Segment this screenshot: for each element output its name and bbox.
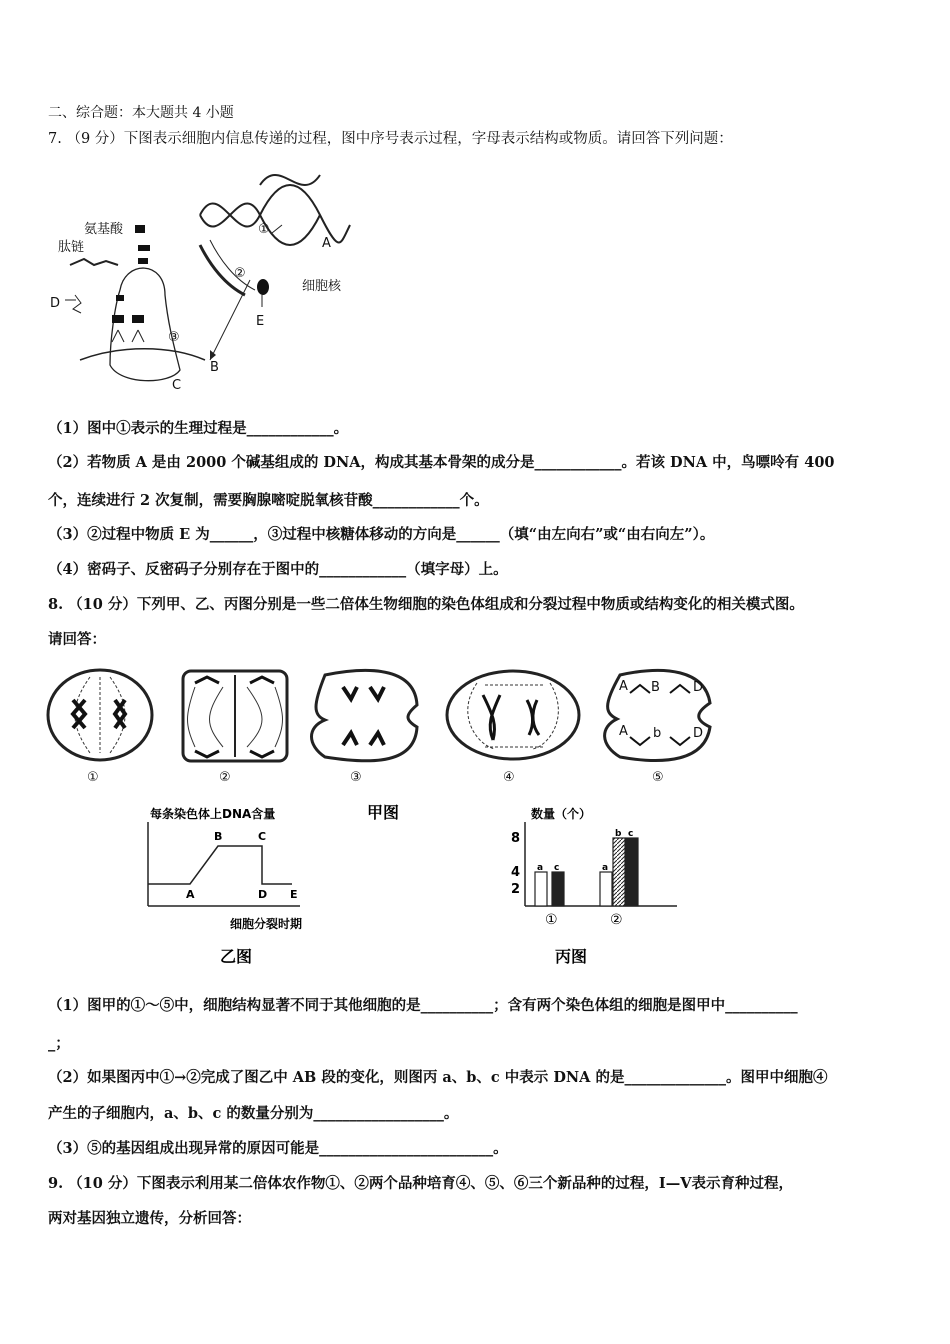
bing-ytick-2: 2: [511, 882, 521, 897]
cell-label-2: ②: [219, 770, 231, 785]
q8-sub2-b: 产生的子细胞内，a、b、c 的数量分别为__________________。: [48, 1105, 459, 1122]
yi-point-label-A: A: [186, 888, 195, 901]
bing-bar-a-1: [535, 872, 547, 906]
label-peptide: 肽链: [58, 240, 85, 255]
bing-bar-c-2: [626, 838, 638, 906]
bing-ytick-8: 8: [511, 831, 521, 846]
bing-category-1: ①: [545, 912, 558, 928]
bing-bar-a-2: [600, 872, 612, 906]
bing-bar-label-a-2: a: [602, 863, 609, 873]
cell-membrane-C: [110, 268, 180, 381]
jia-title: 甲图: [367, 803, 400, 822]
q8-sub3: （3）⑤的基因组成出现异常的原因可能是________________________。: [48, 1140, 508, 1157]
q8-sub1-b: _；: [48, 1035, 70, 1052]
q8-sub2-a: （2）如果图丙中①→②完成了图乙中 AB 段的变化，则图丙 a、b、c 中表示 DNA 的是______________。图甲中细胞④: [48, 1069, 828, 1086]
q9-stem-b: 两对基因独立遗传，分析回答：: [48, 1210, 251, 1227]
q7-sub1: （1）图中①表示的生理过程是____________。: [48, 420, 349, 437]
dna-strand-3: [260, 175, 320, 185]
gene-D-bottom: D: [693, 726, 704, 741]
label-amino-acid: 氨基酸: [84, 222, 124, 237]
label-B: B: [210, 360, 219, 375]
bing-ytick-4: 4: [511, 865, 521, 880]
yi-xlabel: 细胞分裂时期: [230, 917, 303, 931]
yi-point-label-E: E: [290, 888, 298, 901]
label-process-2: ②: [234, 266, 246, 281]
label-C: C: [172, 378, 182, 393]
bing-bar-label-a-1: a: [537, 863, 544, 873]
bing-bar-c-1: [552, 872, 564, 906]
dna-strand-1: [200, 185, 350, 243]
gene-b-bottom: b: [653, 726, 662, 741]
rna-polymerase-E: [257, 279, 269, 295]
bing-bar-label-c-2: c: [628, 829, 634, 839]
label-nucleus: 细胞核: [302, 279, 342, 294]
q8-sub1-a: （1）图甲的①～⑤中，细胞结构显著不同于其他细胞的是__________；含有两个染色体组的细胞是图甲中__________: [48, 997, 798, 1014]
yi-ylabel: 每条染色体上DNA含量: [150, 807, 276, 821]
cell-label-3: ③: [350, 770, 362, 785]
bing-ylabel: 数量（个）: [531, 807, 592, 821]
label-process-3: ③: [168, 330, 180, 345]
q7-sub2-a: （2）若物质 A 是由 2000 个碱基组成的 DNA，构成其基本骨架的成分是____________。若该 DNA 中，鸟嘌呤有 400: [48, 454, 835, 471]
bing-bar-b-2: [613, 838, 625, 906]
label-process-1: ①: [258, 222, 270, 237]
cell-label-5: ⑤: [652, 770, 664, 785]
cell-4: [447, 671, 579, 759]
q7-sub4: （4）密码子、反密码子分别存在于图中的____________（填字母）上。: [48, 561, 508, 578]
bing-category-2: ②: [610, 912, 623, 928]
label-A: A: [322, 236, 331, 251]
gene-A-bottom: A: [619, 724, 628, 739]
bing-title: 丙图: [555, 947, 588, 966]
gene-B-top: B: [651, 680, 660, 695]
yi-title: 乙图: [220, 947, 253, 966]
mrna-B: [80, 349, 205, 360]
cell-label-1: ①: [87, 770, 99, 785]
bing-chart: [505, 800, 705, 970]
bing-bar-label-c-1: c: [554, 863, 560, 873]
q8-stem-a: 8. （10 分）下列甲、乙、丙图分别是一些二倍体生物细胞的染色体组成和分裂过程中物质或结构变化的相关模式图。: [48, 596, 804, 613]
yi-point-label-B: B: [214, 830, 223, 843]
cell-3: [312, 670, 418, 760]
q9-stem-a: 9. （10 分）下图表示利用某二倍体农作物①、②两个品种培育④、⑤、⑥三个新品种的过程，Ⅰ—Ⅴ表示育种过程，: [48, 1175, 793, 1192]
section-title: 二、综合题：本大题共 4 小题: [48, 105, 234, 121]
gene-D-top: D: [693, 680, 704, 695]
gene-A-top: A: [619, 679, 628, 694]
yi-data-line: [148, 846, 292, 884]
bing-bar-label-b-2: b: [615, 829, 622, 839]
q7-sub3: （3）②过程中物质 E 为______，③过程中核糖体移动的方向是______（填“由左向右”或“由右向左”）。: [48, 526, 715, 543]
label-E: E: [256, 314, 265, 329]
q7-sub2-b: 个，连续进行 2 次复制，需要胸腺嘧啶脱氧核苷酸____________个。: [48, 492, 489, 509]
yi-point-label-C: C: [258, 830, 267, 843]
q8-stem-b: 请回答：: [48, 631, 106, 648]
yi-chart: [140, 800, 340, 970]
cell-label-4: ④: [503, 770, 515, 785]
q7-figure: [50, 165, 380, 395]
yi-point-label-D: D: [258, 888, 268, 901]
q7-stem: 7. （9 分）下图表示细胞内信息传递的过程，图中序号表示过程，字母表示结构或物质。请回答下列问题：: [48, 131, 733, 147]
label-D: D: [50, 296, 61, 311]
